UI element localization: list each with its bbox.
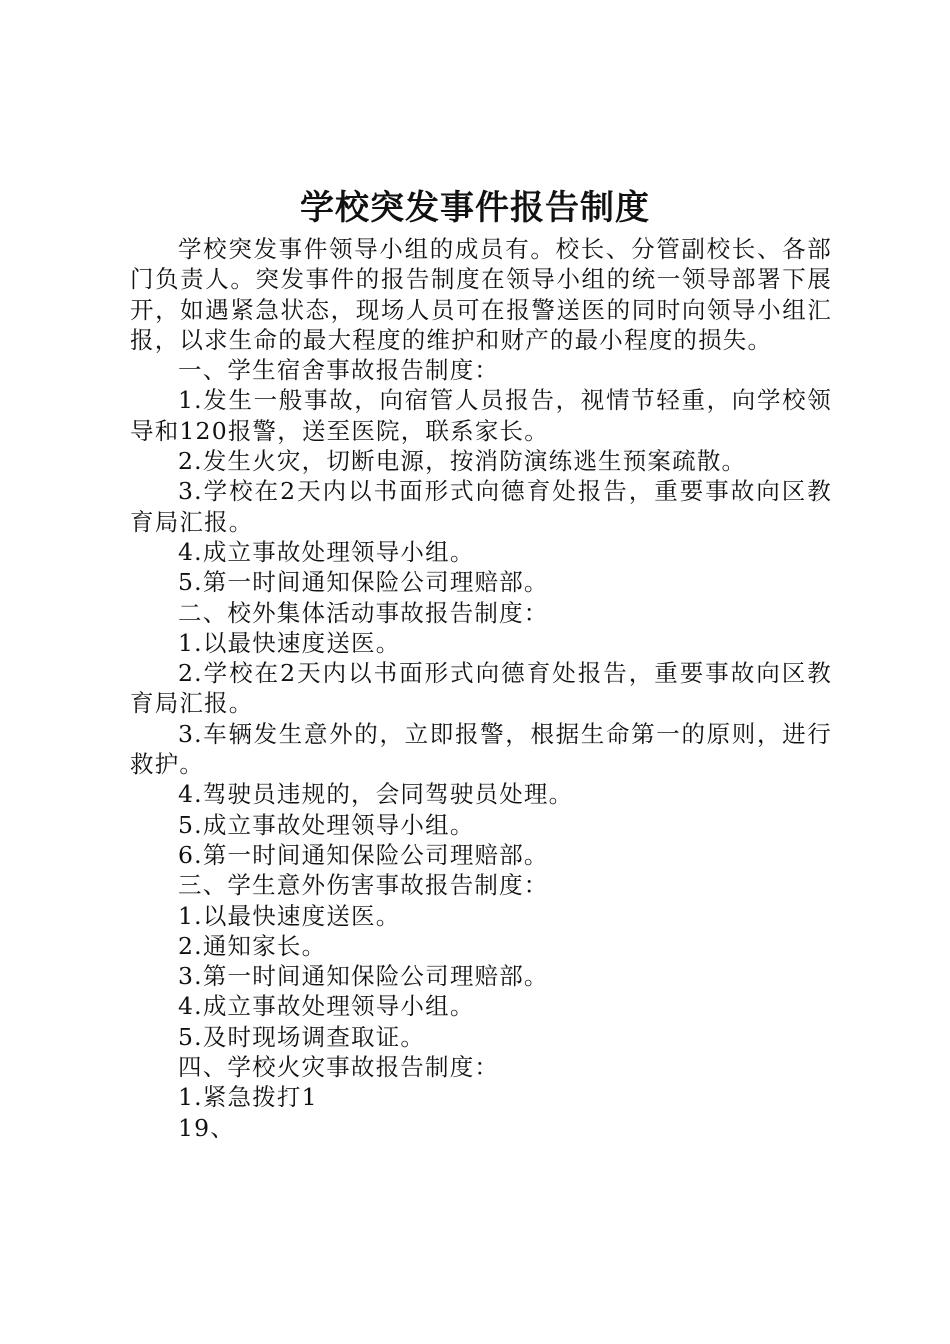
list-item: 3.学校在2天内以书面形式向德育处报告，重要事故向区教育局汇报。 <box>130 477 832 536</box>
list-item: 4.成立事故处理领导小组。 <box>178 992 475 1021</box>
document-body <box>130 234 832 1143</box>
intro-paragraph: 学校突发事件领导小组的成员有。校长、分管副校长、各部门负责人。突发事件的报告制度在领导小组的统一领导部署下展开，如遇紧急状态，现场人员可在报警送医的同时向领导小组汇报，以求生命的最大程度的维护和财产的最小程度的损失。 <box>130 235 832 354</box>
document-title: 学校突发事件报告制度 <box>300 188 650 228</box>
list-item: 4.成立事故处理领导小组。 <box>178 537 475 566</box>
list-item: 3.第一时间通知保险公司理赔部。 <box>178 962 549 991</box>
list-item: 5.成立事故处理领导小组。 <box>178 810 475 839</box>
section-heading-student-injury: 三、学生意外伤害事故报告制度： <box>178 871 549 900</box>
list-item: 2.发生火灾，切断电源，按消防演练逃生预案疏散。 <box>178 447 747 476</box>
section-heading-dormitory: 一、学生宿舍事故报告制度： <box>178 356 500 385</box>
list-item: 5.第一时间通知保险公司理赔部。 <box>178 568 549 597</box>
list-item: 1.以最快速度送医。 <box>178 628 401 657</box>
list-item: 19、 <box>178 1113 236 1142</box>
list-item: 1.以最快速度送医。 <box>178 901 401 930</box>
list-item: 2.学校在2天内以书面形式向德育处报告，重要事故向区教育局汇报。 <box>130 659 832 718</box>
section-heading-outdoor-activity: 二、校外集体活动事故报告制度： <box>178 598 549 627</box>
section-heading-fire: 四、学校火灾事故报告制度： <box>178 1053 500 1082</box>
list-item: 5.及时现场调查取证。 <box>178 1022 426 1051</box>
list-item: 4.驾驶员违规的，会同驾驶员处理。 <box>178 780 574 809</box>
list-item: 1.发生一般事故，向宿管人员报告，视情节轻重，向学校领导和120报警，送至医院，联系家长。 <box>130 386 832 445</box>
list-item: 2.通知家长。 <box>178 931 327 960</box>
list-item: 3.车辆发生意外的，立即报警，根据生命第一的原则，进行救护。 <box>130 719 832 779</box>
list-item: 6.第一时间通知保险公司理赔部。 <box>178 840 549 869</box>
list-item: 1.紧急拨打1 <box>178 1083 318 1112</box>
